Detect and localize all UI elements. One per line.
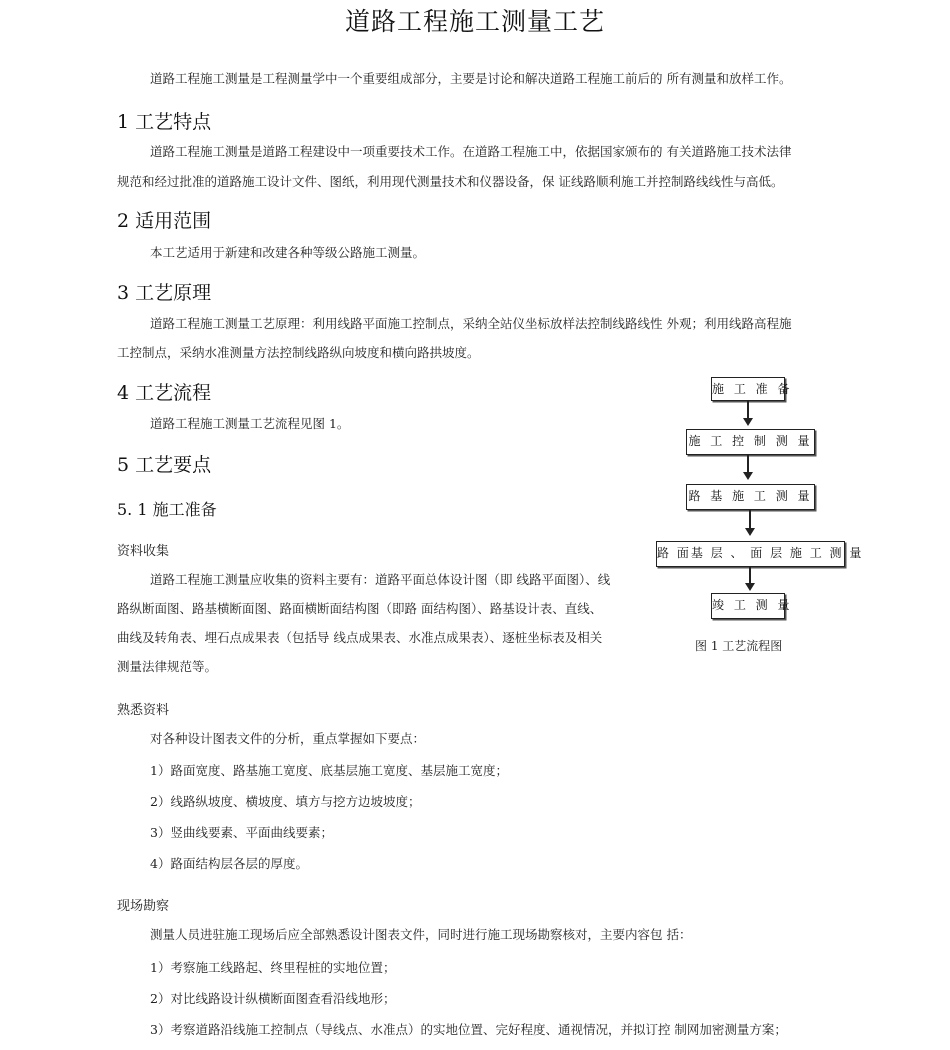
data-collection-line-1: 道路工程施工测量应收集的资料主要有：道路平面总体设计图（即 线路平面图）、线 (150, 572, 611, 587)
section-4-line-1: 道路工程施工测量工艺流程见图 1。 (150, 416, 350, 431)
section-3-line-1: 道路工程施工测量工艺原理：利用线路平面施工控制点，采纳全站仪坐标放样法控制线路线性 外观；利用线路高程施 (150, 316, 792, 331)
familiarize-item: 2）线路纵坡度、横坡度、填方与挖方边坡坡度； (150, 794, 421, 809)
survey-heading: 现场勘察 (117, 899, 170, 914)
flow-step-pavement-survey: 路 面基 层 、 面 层 施 工 测 量 (656, 541, 845, 567)
data-collection-heading: 资料收集 (117, 544, 170, 559)
survey-item: 2）对比线路设计纵横断面图查看沿线地形； (150, 991, 396, 1006)
flow-connector (749, 510, 751, 530)
flow-arrow-icon (743, 418, 753, 426)
familiarize-item: 3）竖曲线要素、平面曲线要素； (150, 825, 333, 840)
section-1-heading: 1 工艺特点 (117, 111, 212, 133)
familiarize-item: 1）路面宽度、路基施工宽度、底基层施工宽度、基层施工宽度； (150, 763, 508, 778)
flow-step-preparation: 施 工 准 备 (711, 377, 785, 401)
familiarize-heading: 熟悉资料 (117, 703, 170, 718)
section-5-heading: 5 工艺要点 (117, 454, 212, 476)
flow-step-control-survey: 施 工 控 制 测 量 (686, 429, 815, 455)
flow-arrow-icon (745, 528, 755, 536)
figure-caption: 图 1 工艺流程图 (695, 639, 783, 653)
section-4-heading: 4 工艺流程 (117, 382, 212, 404)
data-collection-line-2: 路纵断面图、路基横断面图、路面横断面结构图（即路 面结构图）、路基设计表、直线、 (117, 601, 603, 616)
survey-item: 1）考察施工线路起、终里程桩的实地位置； (150, 960, 396, 975)
section-2-heading: 2 适用范围 (117, 210, 212, 232)
flow-step-subgrade-survey: 路 基 施 工 测 量 (686, 484, 815, 510)
section-2-line-1: 本工艺适用于新建和改建各种等级公路施工测量。 (150, 245, 426, 260)
intro-paragraph: 道路工程施工测量是工程测量学中一个重要组成部分，主要是讨论和解决道路工程施工前后的 所有测量和放样工作。 (150, 71, 792, 86)
familiarize-item: 4）路面结构层各层的厚度。 (150, 856, 308, 871)
section-1-line-2: 规范和经过批准的道路施工设计文件、图纸，利用现代测量技术和仪器设备，保 证线路顺利施工并控制路线线性与高低。 (117, 174, 784, 189)
section-1-line-1: 道路工程施工测量是道路工程建设中一项重要技术工作。在道路工程施工中，依据国家颁布的 有关道路施工技术法律 (150, 144, 792, 159)
data-collection-line-3: 曲线及转角表、埋石点成果表（包括导 线点成果表、水准点成果表）、逐桩坐标表及相关 (117, 630, 603, 645)
flow-step-completion-survey: 竣 工 测 量 (711, 593, 785, 619)
survey-item: 3）考察道路沿线施工控制点（导线点、水准点）的实地位置、完好程度、通视情况，并拟订控 制网加密测量方案； (150, 1022, 787, 1037)
document-title: 道路工程施工测量工艺 (344, 7, 605, 36)
data-collection-line-4: 测量法律规范等。 (117, 659, 218, 674)
survey-lead: 测量人员进驻施工现场后应全部熟悉设计图表文件，同时进行施工现场勘察核对，主要内容包 括： (150, 927, 692, 942)
flow-arrow-icon (745, 583, 755, 591)
section-5-1-heading: 5. 1 施工准备 (117, 500, 217, 519)
flow-arrow-icon (743, 472, 753, 480)
familiarize-lead: 对各种设计图表文件的分析，重点掌握如下要点： (150, 731, 426, 746)
section-3-heading: 3 工艺原理 (117, 282, 212, 304)
section-3-line-2: 工控制点，采纳水准测量方法控制线路纵向坡度和横向路拱坡度。 (117, 345, 480, 360)
